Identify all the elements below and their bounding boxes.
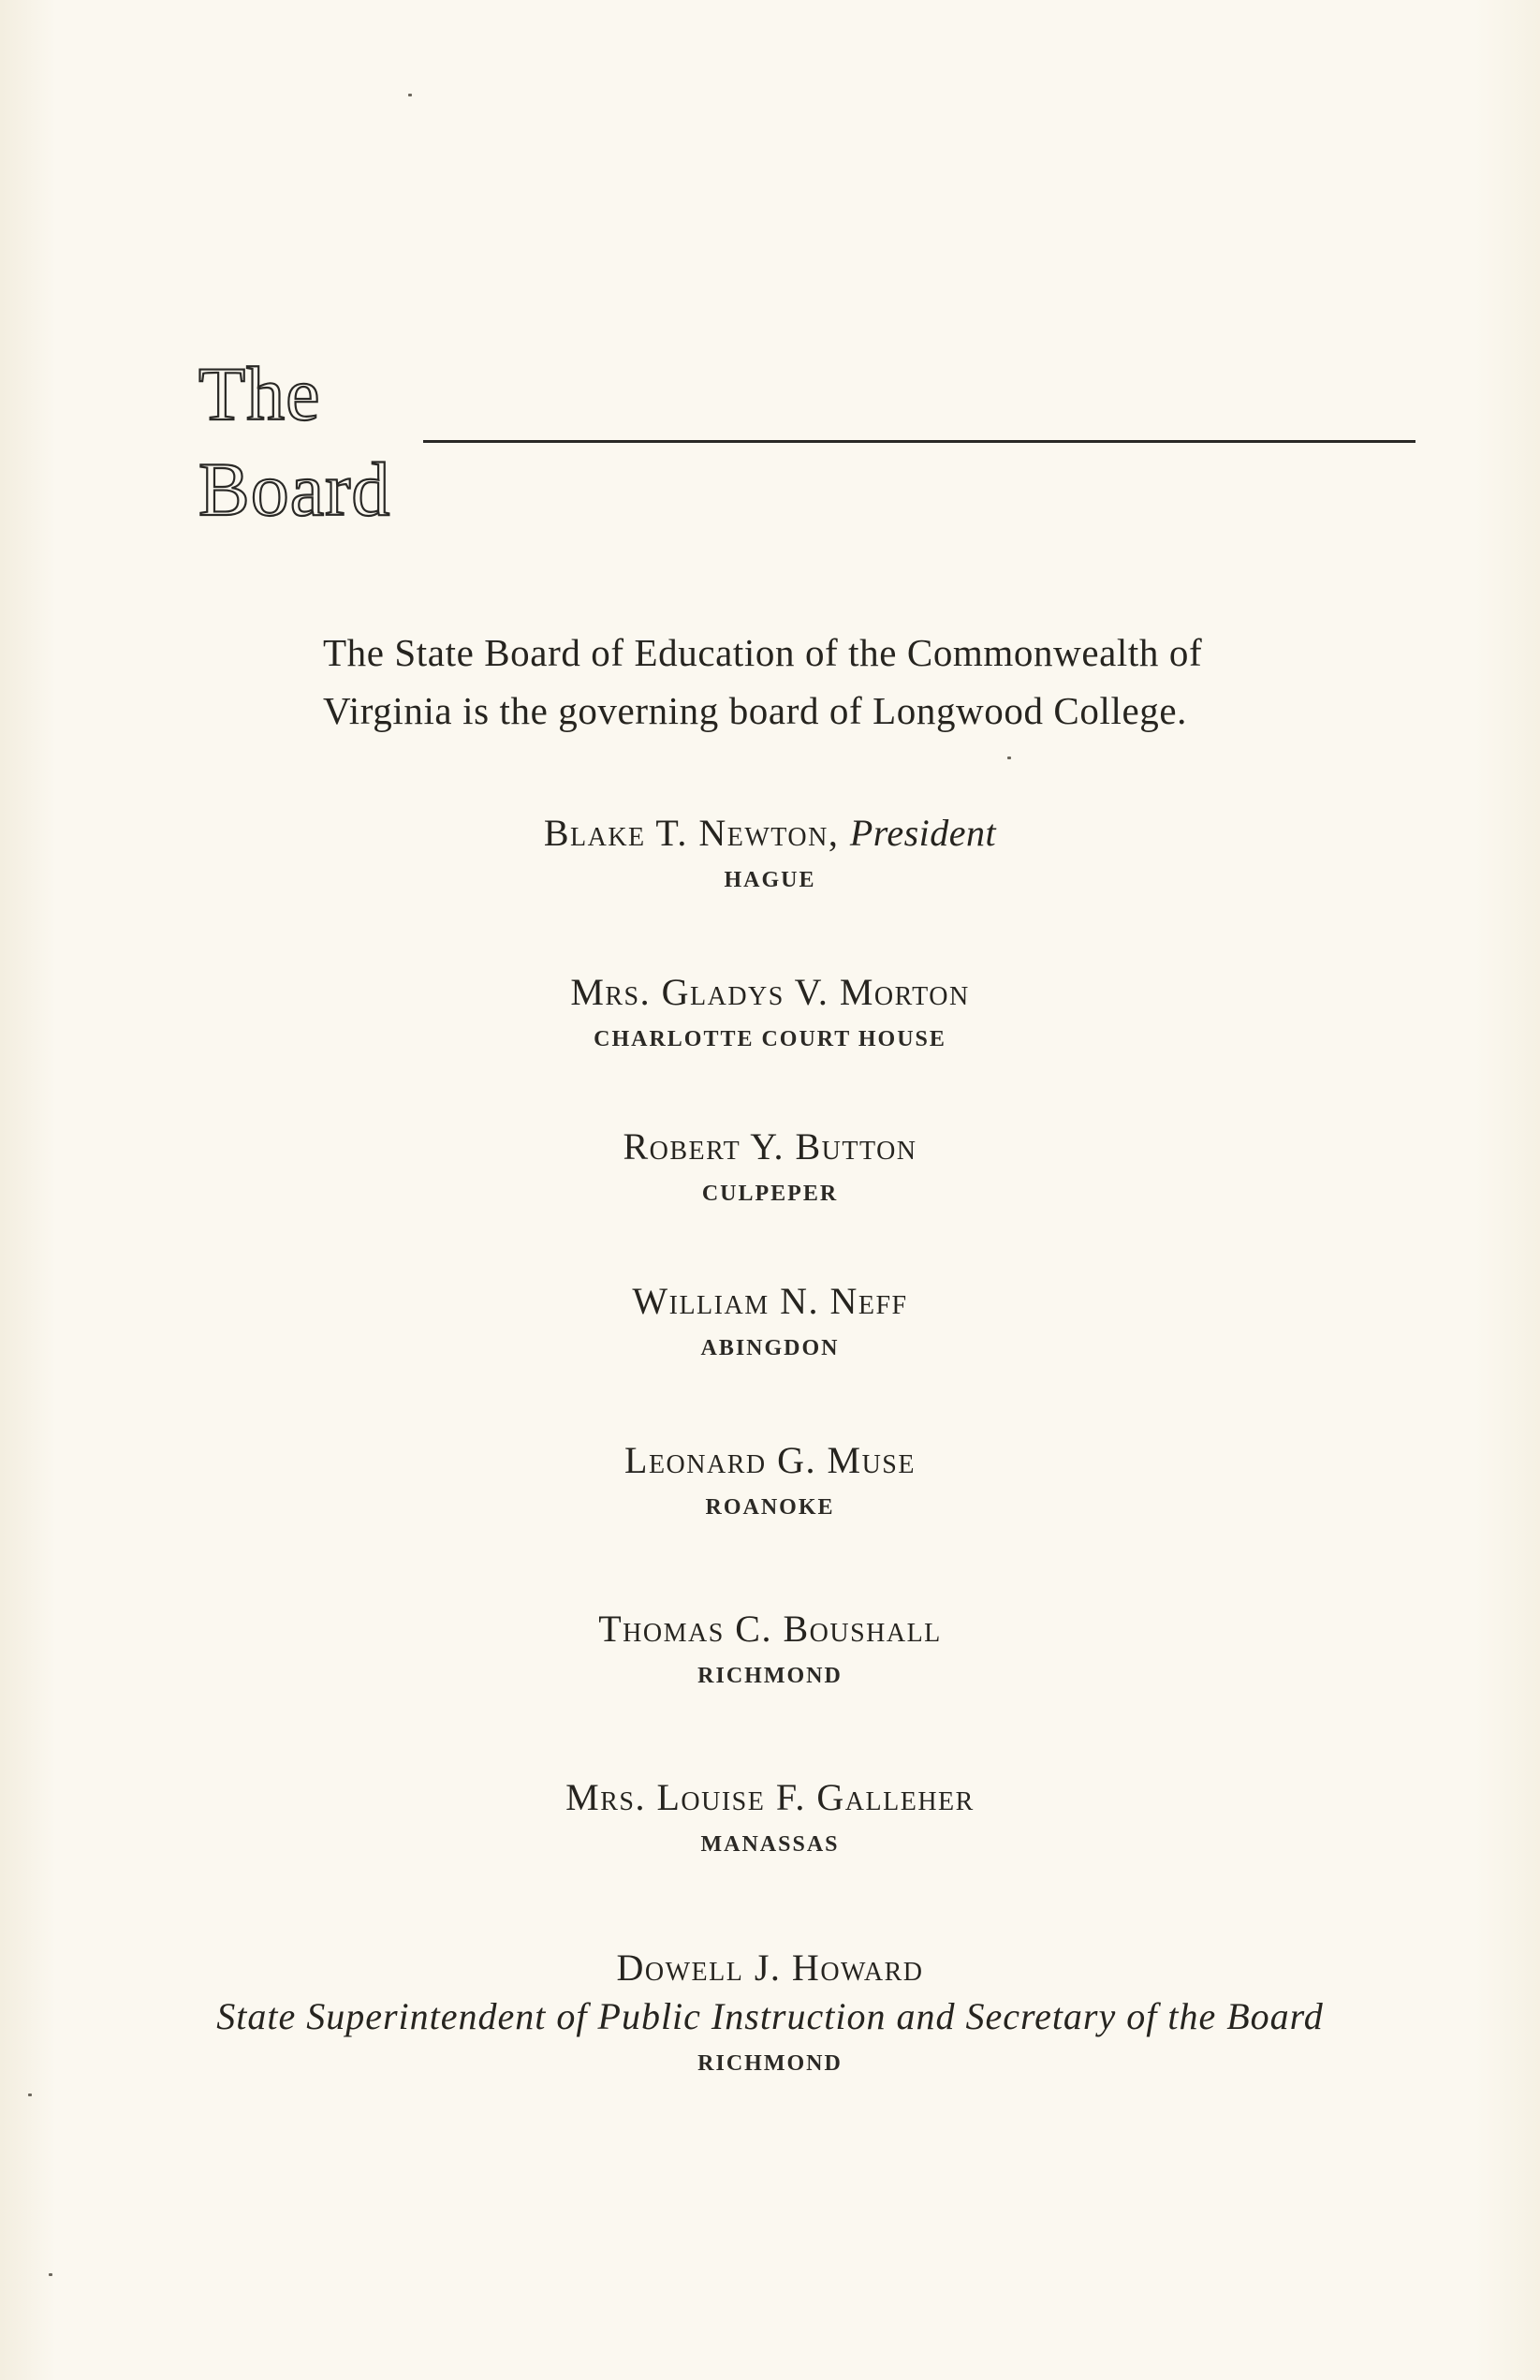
member-town: CULPEPER bbox=[701, 1182, 839, 1206]
board-member-president bbox=[0, 810, 1540, 894]
board-secretary bbox=[0, 1945, 1540, 2078]
member-town: MANASSAS bbox=[700, 1832, 840, 1857]
member-name: Thomas C. Boushall bbox=[598, 1608, 942, 1650]
member-name: William N. Neff bbox=[632, 1280, 908, 1322]
member-town: CHARLOTTE COURT HOUSE bbox=[594, 1027, 946, 1051]
member-name: Robert Y. Button bbox=[623, 1125, 917, 1168]
member-town: ABINGDON bbox=[700, 1336, 840, 1360]
paper-speck bbox=[408, 94, 412, 96]
paper-speck bbox=[28, 2094, 32, 2096]
paper-speck bbox=[1007, 757, 1011, 759]
paper-speck bbox=[49, 2273, 52, 2276]
intro-line: Virginia is the governing board of Longwood College. bbox=[323, 689, 1187, 732]
member-name: Mrs. Gladys V. Morton bbox=[570, 971, 970, 1013]
board-member bbox=[0, 969, 1540, 1053]
member-name: Blake T. Newton, President bbox=[543, 812, 997, 854]
heading-the: The bbox=[198, 351, 321, 436]
heading-rule bbox=[423, 440, 1415, 443]
intro-line: The State Board of Education of the Commonwealth of bbox=[323, 631, 1203, 674]
member-name: Mrs. Louise F. Galleher bbox=[565, 1776, 975, 1818]
member-town: HAGUE bbox=[724, 868, 816, 892]
member-town: RICHMOND bbox=[697, 1664, 843, 1688]
member-role: President bbox=[849, 812, 997, 854]
board-member bbox=[0, 1437, 1540, 1521]
intro-paragraph bbox=[323, 624, 1315, 740]
member-town: ROANOKE bbox=[705, 1495, 835, 1520]
secretary-role: State Superintendent of Public Instruction and Secretary of the Board bbox=[216, 1995, 1324, 2037]
heading-board: Board bbox=[198, 447, 391, 532]
board-member bbox=[0, 1124, 1540, 1208]
board-member bbox=[0, 1774, 1540, 1858]
board-member bbox=[0, 1606, 1540, 1690]
board-member bbox=[0, 1278, 1540, 1362]
secretary-name: Dowell J. Howard bbox=[616, 1947, 924, 1989]
secretary-town: RICHMOND bbox=[697, 2051, 843, 2076]
member-name: Leonard G. Muse bbox=[624, 1439, 916, 1481]
